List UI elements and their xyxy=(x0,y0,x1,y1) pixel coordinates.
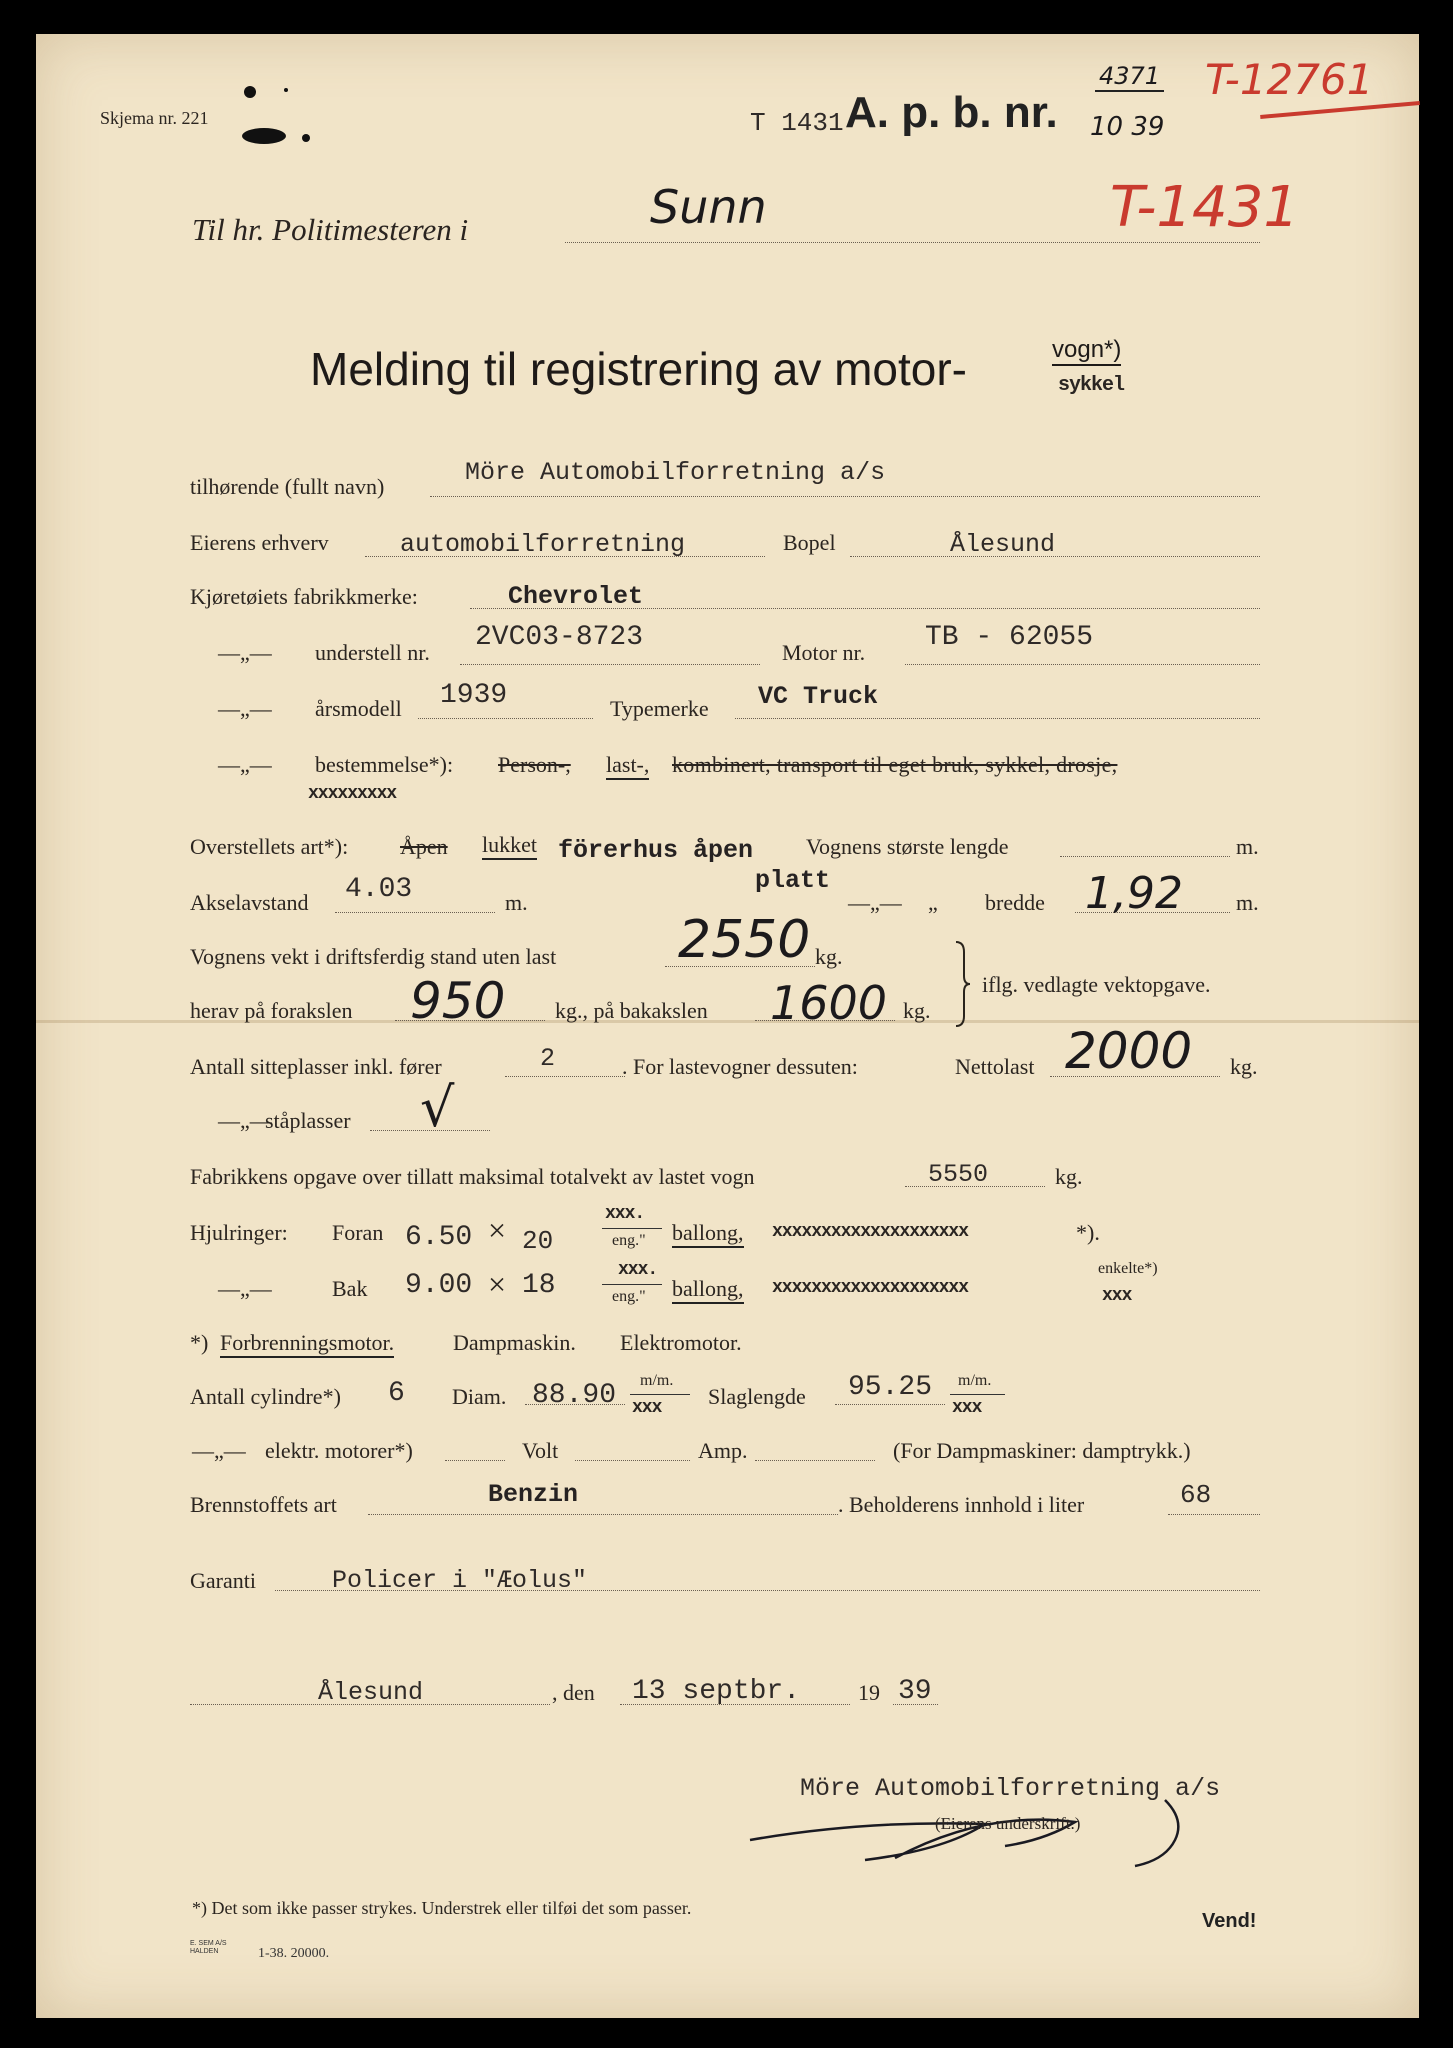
lorry-label: . For lastevogner dessuten: xyxy=(622,1054,858,1079)
addressee-label: Til hr. Politimesteren i xyxy=(192,212,469,247)
ditto-1: —„— xyxy=(218,640,272,665)
make-label: Kjøretøiets fabrikkmerke: xyxy=(190,584,418,609)
tires-rear-eng: eng." xyxy=(612,1288,646,1305)
rear-axle-value: 1600 xyxy=(770,976,888,1030)
title-frac-bottom: sykkel xyxy=(1058,374,1125,397)
axle-value: 4.03 xyxy=(345,874,413,905)
seats-label: Antall sitteplasser inkl. fører xyxy=(190,1054,442,1079)
signature-caption: (Eierens underskrift.) xyxy=(935,1814,1081,1833)
apb-number: 4371 xyxy=(1095,62,1164,92)
net-label: Nettolast xyxy=(955,1054,1035,1079)
brace-note: iflg. vedlagte vektopgave. xyxy=(982,972,1211,997)
tires-rear-rim: 18 xyxy=(522,1270,556,1301)
motor-line xyxy=(905,664,1260,665)
addressee-line xyxy=(565,242,1260,243)
tires-doble: xxx xyxy=(1102,1286,1132,1306)
diam-line xyxy=(525,1404,625,1405)
amp-line xyxy=(755,1460,875,1461)
max-weight-line xyxy=(905,1186,1045,1187)
amp-label: Amp. xyxy=(698,1438,748,1463)
form-sheet xyxy=(36,34,1419,2018)
stroke-mm: m/m. xyxy=(958,1372,992,1389)
stroke-label: Slaglengde xyxy=(708,1384,806,1409)
tires-rear-struck: xxxxxxxxxxxxxxxxxxxx xyxy=(772,1278,969,1298)
cylinders-label: Antall cylindre*) xyxy=(190,1384,341,1409)
year-value: 1939 xyxy=(440,680,508,711)
engine-electric: Elektromotor. xyxy=(620,1330,742,1355)
tires-rear-ballong: ballong, xyxy=(672,1276,744,1304)
residence-line xyxy=(850,556,1260,557)
width-value: 1,92 xyxy=(1085,868,1183,919)
width-label: bredde xyxy=(985,890,1045,915)
tires-rear-label: Bak xyxy=(332,1276,368,1301)
tank-line xyxy=(1168,1514,1260,1515)
tires-rear-size: 9.00 xyxy=(405,1270,473,1301)
red-ref-top: T-12761 xyxy=(1205,55,1374,104)
net-value: 2000 xyxy=(1065,1022,1193,1080)
elmotor-line xyxy=(445,1460,505,1461)
ditto-7: —„— xyxy=(192,1438,246,1463)
tank-value: 68 xyxy=(1180,1480,1212,1510)
make-value: Chevrolet xyxy=(508,582,644,611)
tires-front-size: 6.50 xyxy=(405,1222,473,1253)
sign-year-prefix: 19 xyxy=(858,1680,880,1705)
purpose-person: Person-, xyxy=(498,752,571,777)
schema-number: Skjema nr. 221 xyxy=(100,108,209,128)
sign-year-line xyxy=(893,1704,938,1705)
front-axle-line xyxy=(395,1020,545,1021)
empty-weight-unit: kg. xyxy=(815,944,843,969)
occupation-value: automobilforretning xyxy=(400,530,686,559)
volt-label: Volt xyxy=(522,1438,559,1463)
ditto-5: —„— xyxy=(218,1108,272,1133)
apb-label: A. p. b. nr. xyxy=(845,88,1058,137)
engine-combustion: Forbrenningsmotor. xyxy=(220,1330,394,1358)
standing-value: √ xyxy=(420,1076,455,1139)
empty-weight-line xyxy=(665,966,815,967)
vend-label: Vend! xyxy=(1202,1910,1257,1932)
residence-value: Ålesund xyxy=(950,530,1056,559)
length-line xyxy=(1060,856,1230,857)
max-weight-label: Fabrikkens opgave over tillatt maksimal totalvekt av lastet vogn xyxy=(190,1164,755,1189)
axle-unit: m. xyxy=(505,890,528,915)
tires-front-xxx: xxx. xyxy=(605,1204,645,1224)
motor-value: TB - 62055 xyxy=(925,622,1094,653)
ditto-2: —„— xyxy=(218,696,272,721)
tires-front-struck: xxxxxxxxxxxxxxxxxxxx xyxy=(772,1222,969,1242)
tires-rear-x: × xyxy=(488,1266,507,1302)
max-weight-value: 5550 xyxy=(928,1160,989,1189)
ink-blot xyxy=(226,78,316,148)
red-ref-bottom: T-1431 xyxy=(1110,175,1299,240)
body-lukket: lukket xyxy=(482,832,537,860)
title-frac-top: vogn*) xyxy=(1052,336,1121,366)
body-value: förerhus åpen xyxy=(558,836,754,865)
diam-inch-struck: xxx xyxy=(632,1398,662,1418)
purpose-last: last-, xyxy=(606,752,649,780)
printer-mark xyxy=(190,1940,227,1956)
printer-name: E. SEM A/S xyxy=(190,1940,227,1947)
tires-front-rim: 20 xyxy=(522,1226,554,1256)
engine-footnote-mark: *) xyxy=(190,1330,209,1355)
diam-mm: m/m. xyxy=(640,1372,674,1389)
ditto-quote: „ xyxy=(928,890,938,915)
standing-label: ståplasser xyxy=(265,1108,351,1133)
sign-year-suffix: 39 xyxy=(898,1676,932,1707)
tires-front-label: Foran xyxy=(332,1220,384,1245)
width-line xyxy=(1075,912,1230,913)
make-line xyxy=(470,608,1260,609)
ditto-4: —„— xyxy=(848,890,902,915)
width-unit: m. xyxy=(1236,890,1259,915)
tires-front-ballong: ballong, xyxy=(672,1220,744,1248)
form-title: Melding til registrering av motor- xyxy=(310,343,968,395)
empty-weight-label: Vognens vekt i driftsferdig stand uten last xyxy=(190,944,557,969)
owner-signature-typed: Möre Automobilforretning a/s xyxy=(800,1774,1221,1803)
net-unit: kg. xyxy=(1230,1054,1258,1079)
seats-value: 2 xyxy=(540,1044,556,1073)
occupation-label: Eierens erhverv xyxy=(190,530,329,555)
occupation-line xyxy=(365,556,765,557)
rear-axle-unit: kg. xyxy=(903,998,931,1023)
engine-steam: Dampmaskin. xyxy=(453,1330,576,1355)
sign-place: Ålesund xyxy=(318,1678,424,1707)
axle-line xyxy=(335,912,495,913)
diam-value: 88.90 xyxy=(532,1380,617,1411)
chassis-line xyxy=(460,664,760,665)
year-label: årsmodell xyxy=(315,696,402,721)
rear-axle-line xyxy=(755,1020,895,1021)
purpose-struck-2: xxxxxxxxx xyxy=(308,784,397,804)
tires-front-x: × xyxy=(488,1212,507,1248)
standing-line xyxy=(370,1130,490,1131)
stroke-line xyxy=(835,1404,945,1405)
seats-line xyxy=(505,1076,625,1077)
stroke-inch-struck: xxx xyxy=(952,1398,982,1418)
tank-label: . Beholderens innhold i liter xyxy=(838,1492,1085,1517)
fuel-label: Brennstoffets art xyxy=(190,1492,337,1517)
weights-brace xyxy=(952,940,972,1028)
fuel-value: Benzin xyxy=(488,1480,579,1509)
sign-place-line xyxy=(190,1704,550,1705)
tires-rear-xxx: xxx. xyxy=(618,1260,658,1280)
front-axle-value: 950 xyxy=(410,972,506,1030)
tires-front-closing: *). xyxy=(1076,1220,1100,1245)
chassis-value: 2VC03-8723 xyxy=(475,622,644,653)
body-label: Overstellets art*): xyxy=(190,834,349,859)
front-axle-label: herav på forakslen xyxy=(190,998,353,1023)
fuel-line xyxy=(368,1514,838,1515)
volt-line xyxy=(575,1460,690,1461)
type-label: Typemerke xyxy=(610,696,709,721)
rear-axle-label: kg., på bakakslen xyxy=(555,998,708,1023)
purpose-label: bestemmelse*): xyxy=(315,752,454,777)
tires-rear-frac-line xyxy=(602,1284,662,1285)
purpose-struck: kombinert, transport til eget bruk, sykkel, drosje, xyxy=(672,752,1118,777)
type-line xyxy=(735,718,1260,719)
tires-enkelte: enkelte*) xyxy=(1098,1260,1158,1277)
elmotor-label: elektr. motorer*) xyxy=(265,1438,413,1463)
owner-label: tilhørende (fullt navn) xyxy=(190,474,385,499)
diam-label: Diam. xyxy=(452,1384,507,1409)
printer-city: HALDEN xyxy=(190,1948,219,1955)
print-run: 1-38. 20000. xyxy=(258,1946,330,1961)
cylinders-value: 6 xyxy=(388,1378,405,1409)
body-open-struck: Åpen xyxy=(400,834,448,859)
chassis-label: understell nr. xyxy=(315,640,430,665)
stroke-value: 95.25 xyxy=(848,1372,933,1403)
sign-den: , den xyxy=(552,1680,595,1705)
length-unit: m. xyxy=(1236,834,1259,859)
tires-front-eng: eng." xyxy=(612,1232,646,1249)
diam-frac-line xyxy=(630,1394,690,1395)
length-label: Vognens største lengde xyxy=(806,834,1009,859)
addressee-value: Sunn xyxy=(650,180,767,234)
stroke-frac-line xyxy=(950,1394,1005,1395)
owner-line xyxy=(430,496,1260,497)
motor-label: Motor nr. xyxy=(782,640,866,665)
max-weight-unit: kg. xyxy=(1055,1164,1083,1189)
ditto-6: —„— xyxy=(218,1276,272,1301)
guarantee-line xyxy=(275,1590,1260,1591)
net-line xyxy=(1050,1076,1220,1077)
guarantee-value: Policer i "Æolus" xyxy=(332,1566,588,1595)
footnote: *) Det som ikke passer strykes. Understrek eller tilføi det som passer. xyxy=(192,1898,692,1918)
sign-date-line xyxy=(620,1704,850,1705)
sign-date: 13 septbr. xyxy=(632,1676,801,1707)
axle-label: Akselavstand xyxy=(190,890,309,915)
guarantee-label: Garanti xyxy=(190,1568,256,1593)
body-value-2: platt xyxy=(755,866,831,895)
owner-name: Möre Automobilforretning a/s xyxy=(465,458,886,487)
year-line xyxy=(418,718,593,719)
type-value: VC Truck xyxy=(758,682,879,711)
apb-year: 10 39 xyxy=(1090,112,1165,142)
residence-label: Bopel xyxy=(783,530,836,555)
steam-note: (For Dampmaskiner: damptrykk.) xyxy=(893,1438,1191,1463)
empty-weight-value: 2550 xyxy=(678,910,811,970)
tires-label: Hjulringer: xyxy=(190,1220,288,1245)
tires-front-frac-line xyxy=(602,1228,662,1229)
ditto-3: —„— xyxy=(218,752,272,777)
ref-typed: T 1431 xyxy=(750,108,844,138)
